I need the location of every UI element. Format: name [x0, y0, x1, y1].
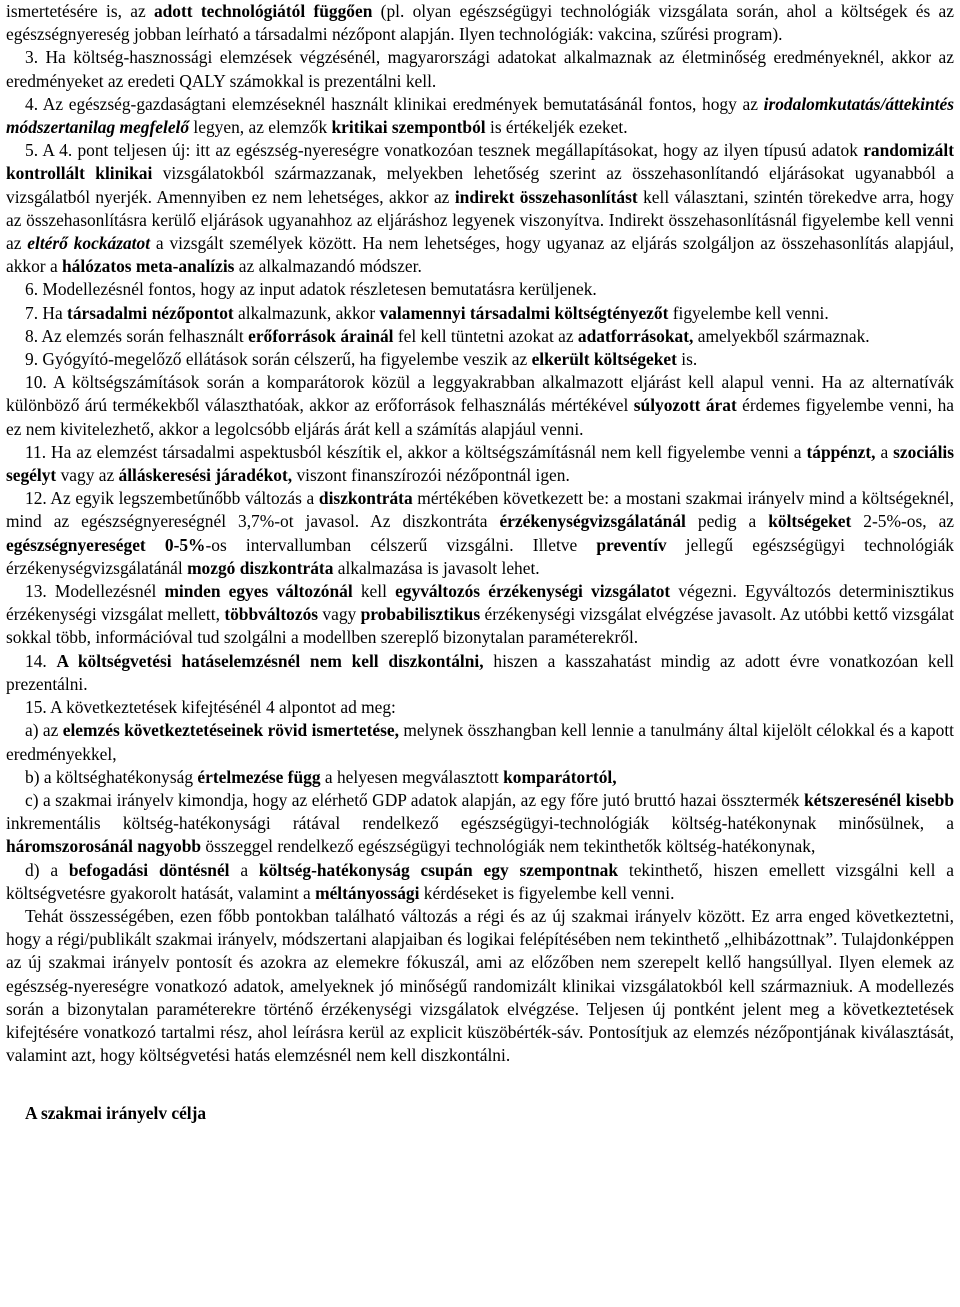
text-run: vizsgálatokból származzanak, melyekben lehetőség szerint az összehasonlítandó eljárásokat ugyanabból a vizsgálatból nyerjék. Amennyiben ez nem lehetséges, akkor az: [6, 163, 955, 207]
text-run: 9. Gyógyító-megelőző ellátások során célszerű, ha figyelembe veszik az: [25, 349, 532, 370]
text-run: d) a: [25, 859, 69, 880]
bold-text: szociális segélyt: [6, 441, 954, 486]
text-run: összeggel rendelkező egészségügyi technológiák nem tekinthetők költség-hatékonynak,: [201, 836, 816, 857]
text-run: pedig a: [685, 511, 769, 532]
bold-text: álláskeresési járadékot,: [118, 465, 293, 486]
text-run: legyen, az elemzők: [189, 117, 332, 138]
paragraph: [6, 789, 954, 859]
text-run: Tehát összességében, ezen főbb pontokban található változás a régi és az új szakmai irányelv között. Ez arra enged következtetni, hogy a régi/publikált szakmai irányelv, módszertani alapjaiban és logikai felépítésében nem tekinthető „elhibázottnak”. Tulajdonképpen az új szakmai irányelv pontosít és azokra az elemekre fókuszál, ami az előzőben nem szerepelt kellő hangsúllyal. Ilyen elemek az egészség-nyereségre vonatkozó adatok, amelyeknek jó minőségű randomizált klinikai vizsgálatokból kell származniuk. A modellezés során a bizonytalan paraméterekre történő érzékenységi vizsgálatok elvégzése. Teljesen új pontként jelent meg a következtetések kifejtésére vonatkozó tartalmi rész, ahol leírásra kerül az explicit küszöbérték-sáv. Pontosítjuk az elemzés nézőpontjának kiválasztását, valamint azt, hogy költségvetési hatás elemzésnél nem kell diszkontálni.: [6, 905, 954, 1066]
bold-text: társadalmi nézőpontot: [67, 302, 234, 323]
text-run: vagy az: [56, 465, 119, 486]
text-run: a vizsgált személyek között. Ha nem lehetséges, hogy ugyanaz az eljárás szolgáljon az összehasonlítás alapjául, akkor a: [6, 233, 954, 277]
bold-text: valamennyi társadalmi költségtényezőt: [379, 302, 669, 323]
paragraph: [6, 696, 954, 719]
paragraph: [6, 371, 954, 441]
text-run: 12. Az egyik legszembetűnőbb változás a: [25, 488, 319, 509]
bold-text: A költségvetési hatáselemzésnél nem kell diszkontálni,: [56, 650, 484, 671]
paragraph: [6, 650, 954, 696]
bold-text: hálózatos meta-analízis: [62, 256, 235, 277]
bold-text: értelmezése függ: [197, 766, 321, 787]
text-run: ismertetésére is, az: [6, 1, 154, 21]
text-run: vagy: [318, 604, 361, 625]
paragraph: [6, 766, 954, 789]
text-run: 5. A 4. pont teljesen új: itt az egészség-nyereségre vonatkozóan tesznek megállapításokat, hogy az ilyen típusú adatok: [25, 140, 864, 161]
bold-text: elkerült költségeket: [531, 349, 677, 370]
text-run: figyelembe kell venni.: [668, 302, 829, 323]
bold-text: többváltozós: [224, 604, 319, 625]
bold-text: befogadási döntésnél: [68, 859, 230, 880]
paragraph: [6, 278, 954, 301]
bold-text: probabilisztikus: [360, 604, 481, 625]
text-run: tekinthető, hiszen emellett vizsgálni kell a költségvetésre gyakorolt hatását, valamint a: [6, 859, 954, 903]
text-run: (pl. olyan egészségügyi technológiák vizsgálata során, ahol a költségek és az egészségnyereség jobban leírható a társadalmi nézőpont alapján. Ilyen technológiák: vakcina, szűrési program).: [6, 1, 954, 45]
text-run: 3. Ha költség-hasznossági elemzések végzésénél, magyarországi adatokat alkalmaznak az életminőség eredményeknél, akkor az eredményeket az eredeti QALY számokkal is prezentálni kell.: [6, 47, 954, 91]
paragraph: [6, 441, 954, 487]
text-run: is értékeljék ezeket.: [485, 117, 628, 138]
text-run: érdemes figyelembe venni, ha ez nem kivitelezhető, akkor a legolcsóbb eljárás árát kell a számítás alapjául venni.: [6, 395, 954, 439]
text-run: amelyekből származnak.: [693, 325, 870, 346]
paragraph: [6, 859, 954, 905]
text-run: 13. Modellezésnél: [25, 581, 165, 602]
paragraph: [6, 348, 954, 371]
document-body: [6, 0, 954, 1067]
bold-text: költségeket: [768, 511, 852, 532]
paragraph: [6, 580, 954, 650]
text-run: is.: [676, 349, 698, 370]
paragraph: [6, 905, 954, 1067]
text-run: alkalmazása is javasolt lehet.: [333, 557, 540, 578]
bold-text: adatforrásokat,: [577, 325, 694, 346]
bold-text: táppénzt,: [806, 441, 876, 462]
text-run: 7. Ha: [25, 302, 68, 323]
bold-text: érzékenységvizsgálatánál: [499, 511, 686, 532]
bold-text: egyváltozós érzékenységi vizsgálatot: [395, 581, 671, 602]
paragraph: [6, 487, 954, 580]
section-spacer: [6, 1067, 954, 1102]
bold-text: költség-hatékonyság csupán egy szempontnak: [258, 859, 619, 880]
bold-text: erőforrások árainál: [248, 325, 394, 346]
text-run: fel kell tüntetni azokat az: [393, 325, 578, 346]
text-run: inkrementális költség-hatékonysági rátával rendelkező egészségügyi-technológiák költség-hatékonynak minősülnek, a: [6, 813, 954, 834]
paragraph: [6, 46, 954, 92]
bold-italic-run: [27, 233, 150, 253]
text-run: mértékében következett be: a mostani szakmai irányelv mind a költségeknél, mind az egészségnyereségnél 3,7%-ot javasol. Az diszkontráta: [6, 488, 954, 532]
text-run: az alkalmazandó módszer.: [234, 256, 422, 277]
paragraph: [6, 139, 954, 278]
section-heading: A szakmai irányelv célja: [25, 1103, 207, 1124]
bold-text: mozgó diszkontráta: [187, 557, 334, 578]
bold-text: indirekt összehasonlítást: [454, 186, 638, 207]
paragraph: [6, 93, 954, 139]
emphasis-text: eltérő kockázatot: [27, 233, 151, 254]
bold-text: kritikai szempontból: [331, 117, 486, 138]
text-run: a: [229, 859, 259, 880]
bold-text: komparátortól,: [503, 766, 617, 787]
text-run: 14.: [25, 650, 57, 671]
text-run: kell: [352, 581, 396, 602]
text-run: a) az: [25, 720, 63, 741]
text-run: hiszen a kasszahatást mindig az adott évre vonatkozóan kell prezentálni.: [6, 650, 954, 694]
text-run: kérdéseket is figyelembe kell venni.: [419, 882, 675, 903]
text-run: érzékenységi vizsgálat elvégzése javasolt. Az utóbbi kettő vizsgálat sokkal több, információval tud szolgálni a modellben szereplő bizonytalan paraméterekről.: [6, 604, 954, 648]
text-run: a: [875, 441, 894, 462]
bold-text: randomizált kontrollált klinikai: [6, 140, 954, 184]
text-run: c) a szakmai irányelv kimondja, hogy az elérhető GDP adatok alapján, az egy főre jutó bruttó hazai össztermék: [25, 789, 804, 810]
paragraph: [6, 325, 954, 348]
text-run: a helyesen megválasztott: [320, 766, 504, 787]
text-run: 10. A költségszámítások során a komparátorok közül a leggyakrabban alkalmazott eljárást kell alapul venni. Ha az alternatívák különböző árú termékekből választhatóak, akkor az erőforrások felhasználás mértékével: [6, 372, 954, 416]
text-run: b) a költséghatékonyság: [25, 766, 198, 787]
bold-text: egészségnyereséget 0-5%: [6, 534, 206, 555]
bold-text: adott technológiától függően: [153, 1, 373, 21]
bold-text: háromszorosánál nagyobb: [6, 836, 202, 857]
text-run: 8. Az elemzés során felhasznált: [25, 325, 249, 346]
bold-text: diszkontráta: [318, 488, 413, 509]
text-run: 11. Ha az elemzést társadalmi aspektusból készítik el, akkor a költségszámításnál nem kell figyelembe venni a: [25, 441, 807, 462]
text-run: 15. A következtetések kifejtésénél 4 alpontot ad meg:: [25, 697, 396, 718]
bold-text: méltányossági: [315, 882, 420, 903]
text-run: 6. Modellezésnél fontos, hogy az input adatok részletesen bemutatásra kerüljenek.: [25, 279, 597, 300]
bold-text: kétszeresénél kisebb: [803, 789, 955, 810]
text-run: kell választani, szintén törekedve arra, hogy az összehasonlításra kerülő eljárások ugyanahhoz az eljáráshoz legyenek viszonyítva. Indirekt összehasonlításnál figyelembe kell venni az: [6, 186, 954, 254]
bold-text: elemzés következtetéseinek rövid ismertetése,: [62, 720, 399, 741]
text-run: 4. Az egészség-gazdaságtani elemzéseknél használt klinikai eredmények bemutatásánál fontos, hogy az: [25, 93, 764, 114]
text-run: alkalmazunk, akkor: [233, 302, 380, 323]
paragraph: [6, 302, 954, 325]
text-run: viszont finanszírozói nézőpontnál igen.: [292, 465, 570, 486]
paragraph: [6, 719, 954, 765]
text-run: végezni. Egyváltozós determinisztikus érzékenységi vizsgálat mellett,: [6, 581, 955, 625]
text-run: 2-5%-os, az: [851, 511, 955, 532]
text-run: melynek összhangban kell lennie a tanulmány által kijelölt célokkal és a kapott eredményekkel,: [6, 720, 954, 764]
bold-text: preventív: [596, 534, 667, 555]
emphasis-text: irodalomkutatás/áttekintés módszertanilag megfelelő: [6, 93, 954, 138]
bold-text: minden egyes változónál: [164, 581, 353, 602]
text-run: jellegű egészségügyi technológiák érzékenységvizsgálatánál: [6, 534, 954, 578]
text-run: -os intervallumban célszerű vizsgálni. Illetve: [205, 534, 597, 555]
bold-text: súlyozott árat: [633, 395, 737, 416]
paragraph: [6, 0, 954, 46]
